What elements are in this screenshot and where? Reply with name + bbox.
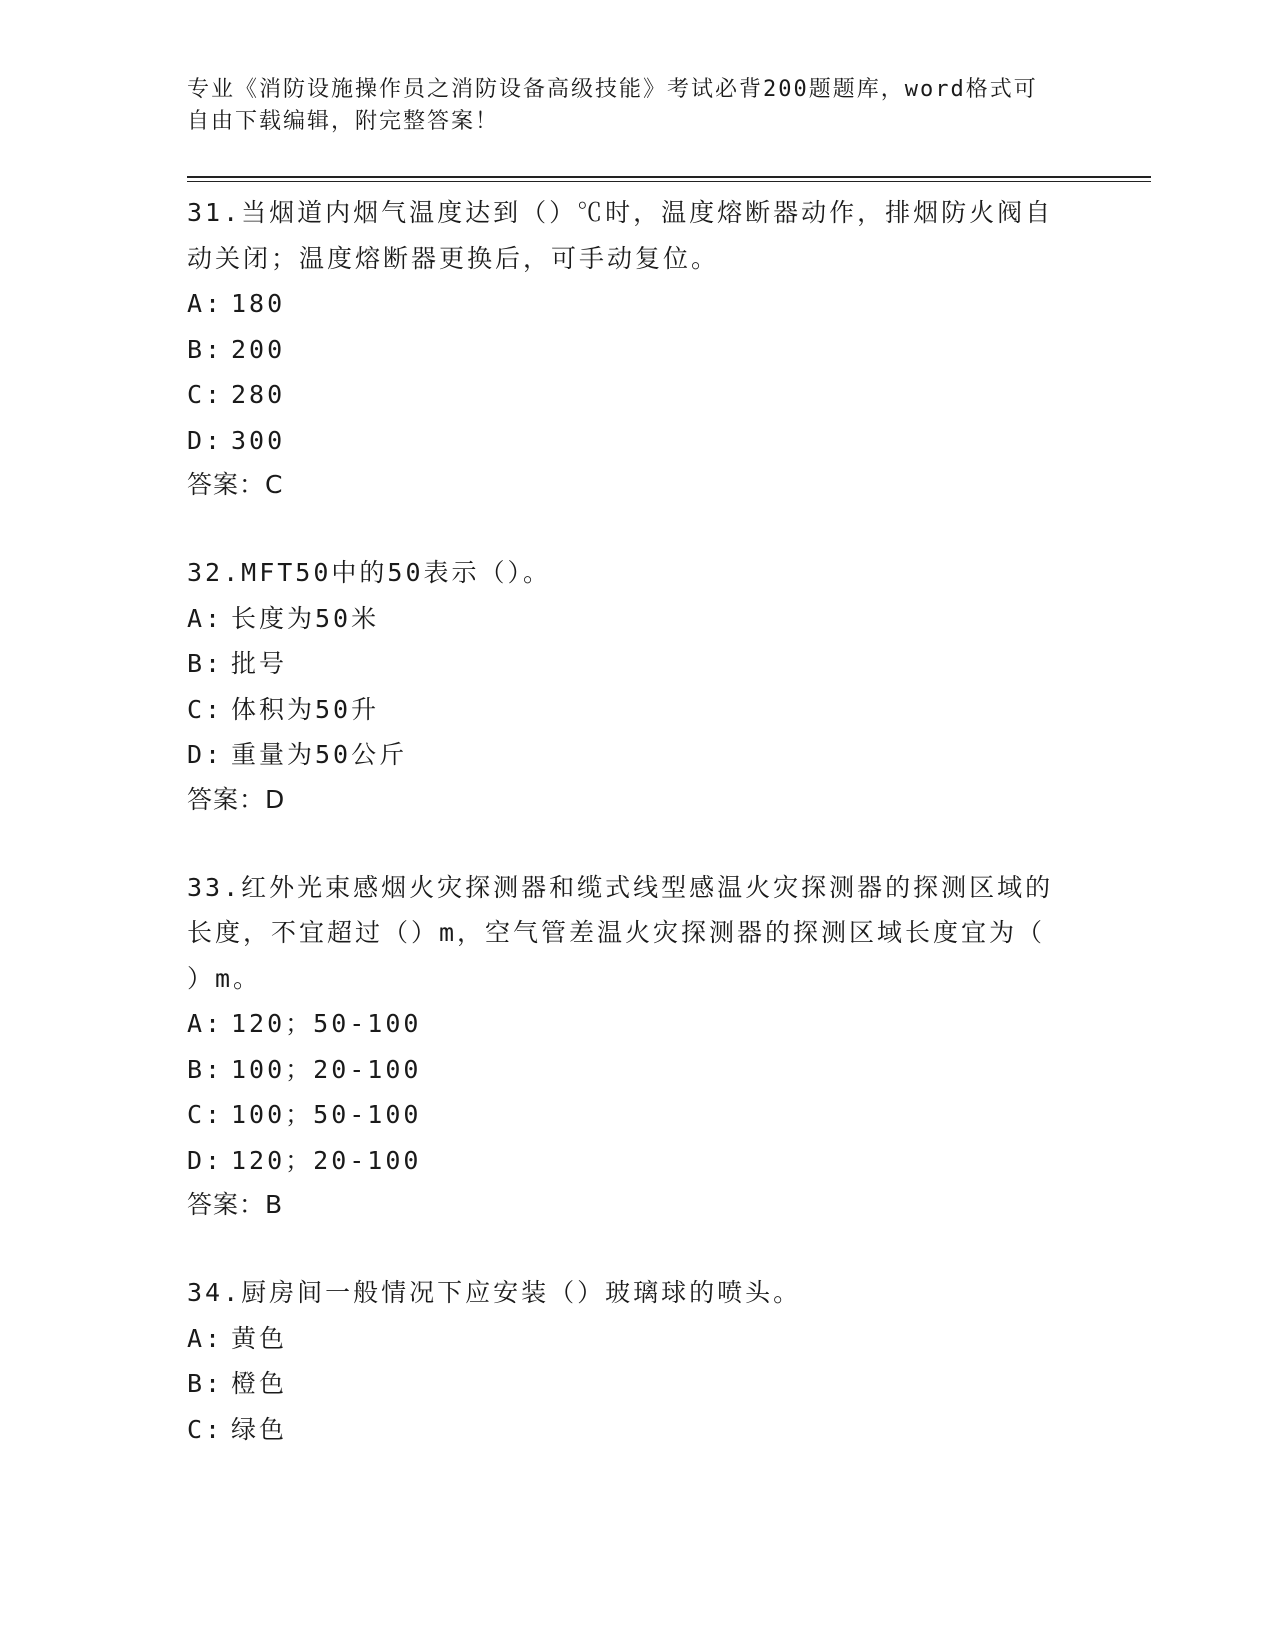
option-text: 100；50-100 xyxy=(231,1100,422,1129)
option-key: A: xyxy=(187,1323,224,1353)
answer-line: 答案：B xyxy=(187,1190,284,1219)
option-text: 120；50-100 xyxy=(231,1009,422,1038)
option-text: 批号 xyxy=(231,649,288,678)
option-text: 绿色 xyxy=(231,1414,288,1444)
option-key: C: xyxy=(187,1100,224,1129)
option-text: 长度为50米 xyxy=(231,603,380,633)
option-b xyxy=(187,1361,1087,1407)
question-stem-line: 34.厨房间一般情况下应安装（）玻璃球的喷头。 xyxy=(187,1278,802,1307)
question-stem-line: 长度，不宜超过（）m，空气管差温火灾探测器的探测区域长度宜为（ xyxy=(187,918,1046,947)
option-b xyxy=(187,1047,1087,1093)
option-c xyxy=(187,1092,1087,1138)
question-34 xyxy=(187,1270,1087,1452)
answer-line: 答案：C xyxy=(187,470,284,499)
option-a xyxy=(187,281,1087,327)
option-text: 300 xyxy=(231,425,286,455)
option-text: 橙色 xyxy=(231,1369,288,1398)
option-text: 200 xyxy=(231,334,286,364)
option-key: B: xyxy=(187,334,224,364)
option-key: D: xyxy=(187,740,224,769)
question-33 xyxy=(187,865,1087,1228)
option-key: C: xyxy=(187,694,224,724)
question-list xyxy=(187,190,1087,1452)
document-header xyxy=(187,74,1067,138)
option-text: 100；20-100 xyxy=(231,1054,422,1084)
option-b xyxy=(187,327,1087,373)
option-text: 重量为50公斤 xyxy=(231,740,408,769)
option-text: 120；20-100 xyxy=(231,1145,422,1175)
question-stem-line: ）m。 xyxy=(187,963,262,993)
option-key: B: xyxy=(187,1369,224,1398)
option-key: A: xyxy=(187,289,224,318)
header-line-1: 专业《消防设施操作员之消防设备高级技能》考试必背200题题库，word格式可 xyxy=(187,77,1038,102)
option-key: C: xyxy=(187,380,224,409)
option-key: C: xyxy=(187,1414,224,1444)
question-spacer xyxy=(187,507,1087,550)
option-d xyxy=(187,732,1087,778)
option-text: 黄色 xyxy=(231,1323,288,1353)
option-c xyxy=(187,1407,1087,1453)
option-d xyxy=(187,418,1087,464)
option-key: B: xyxy=(187,1054,224,1084)
question-31 xyxy=(187,190,1087,507)
option-a xyxy=(187,1316,1087,1362)
option-d xyxy=(187,1138,1087,1184)
option-key: B: xyxy=(187,649,224,678)
answer-line: 答案：D xyxy=(187,784,286,814)
question-spacer xyxy=(187,822,1087,865)
option-c xyxy=(187,687,1087,733)
question-32 xyxy=(187,550,1087,822)
option-c xyxy=(187,372,1087,418)
option-text: 体积为50升 xyxy=(231,694,380,724)
question-stem-line: 32.MFT50中的50表示（）。 xyxy=(187,558,552,587)
option-a xyxy=(187,596,1087,642)
question-stem-line: 动关闭；温度熔断器更换后，可手动复位。 xyxy=(187,243,720,273)
option-key: A: xyxy=(187,603,224,633)
header-rule-thick xyxy=(187,176,1151,178)
option-text: 280 xyxy=(231,380,286,409)
option-b xyxy=(187,641,1087,687)
question-stem-line: 31.当烟道内烟气温度达到（）℃时，温度熔断器动作，排烟防火阀自 xyxy=(187,198,1054,227)
question-spacer xyxy=(187,1227,1087,1270)
option-a xyxy=(187,1001,1087,1047)
header-line-2: 自由下载编辑，附完整答案！ xyxy=(187,109,500,134)
option-key: D: xyxy=(187,1145,224,1175)
header-rule-thin xyxy=(187,181,1151,182)
question-stem-line: 33.红外光束感烟火灾探测器和缆式线型感温火灾探测器的探测区域的 xyxy=(187,872,1054,902)
option-text: 180 xyxy=(231,289,286,318)
option-key: A: xyxy=(187,1009,224,1038)
option-key: D: xyxy=(187,425,224,455)
